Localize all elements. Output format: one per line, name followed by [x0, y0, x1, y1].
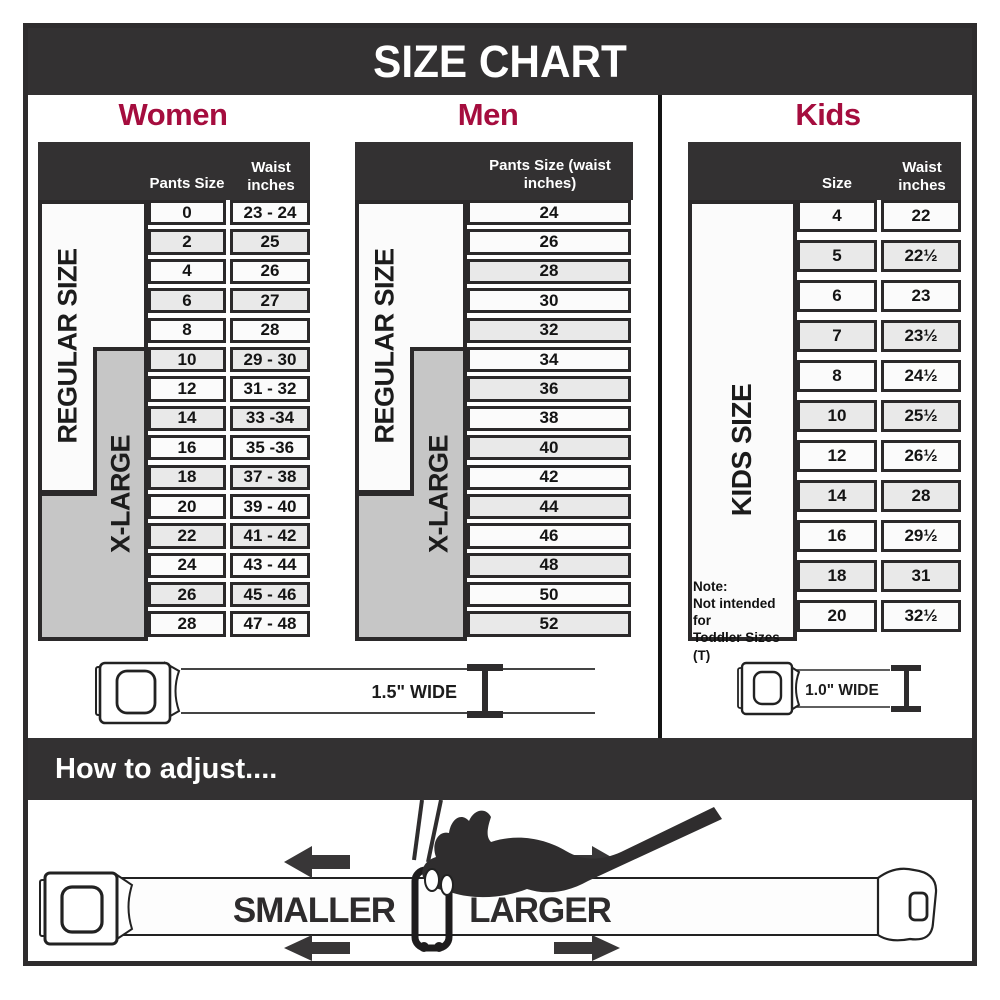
- buckle-button: [117, 671, 155, 713]
- table-cell: 32½: [881, 600, 961, 632]
- note-line: Note:: [693, 579, 728, 594]
- table-cell: 28: [230, 318, 310, 343]
- belt-end-hole: [910, 893, 927, 920]
- table-cell: 38: [467, 406, 631, 431]
- table-row: [467, 318, 633, 343]
- table-row: [797, 200, 961, 232]
- table-cell: 34: [467, 347, 631, 372]
- adult-belt-width-label: 1.5" WIDE: [371, 682, 457, 702]
- kids-belt-illustration: [730, 658, 930, 720]
- table-row: [148, 494, 310, 519]
- table-cell: 12: [148, 376, 226, 401]
- men-regular-label: REGULAR SIZE: [369, 248, 400, 444]
- table-cell: 45 - 46: [230, 582, 310, 607]
- toddler-note: [693, 578, 795, 664]
- table-row: [797, 400, 961, 432]
- table-cell: 28: [148, 611, 226, 636]
- table-cell: 46: [467, 523, 631, 548]
- table-cell: 20: [797, 600, 877, 632]
- table-row: [148, 435, 310, 460]
- table-cell: 12: [797, 440, 877, 472]
- table-cell: 31 - 32: [230, 376, 310, 401]
- table-cell: 32: [467, 318, 631, 343]
- table-cell: 2: [148, 229, 226, 254]
- table-cell: 23½: [881, 320, 961, 352]
- kids-col1-header: Size: [821, 175, 852, 193]
- table-row: [467, 376, 633, 401]
- table-cell: 0: [148, 200, 226, 225]
- adjuster-foot: [419, 942, 429, 952]
- adjust-heading: How to adjust....: [55, 752, 278, 785]
- women-table-header: [38, 142, 310, 200]
- table-row: [467, 229, 633, 254]
- table-row: [467, 259, 633, 284]
- table-cell: 33 -34: [230, 406, 310, 431]
- table-row: [467, 347, 633, 372]
- table-cell: 50: [467, 582, 631, 607]
- table-row: [467, 465, 633, 490]
- table-cell: 31: [881, 560, 961, 592]
- women-regular-label: REGULAR SIZE: [52, 248, 83, 444]
- section-divider: [658, 95, 662, 738]
- larger-arrow-bottom: [554, 935, 620, 961]
- table-cell: 4: [797, 200, 877, 232]
- table-cell: 8: [148, 318, 226, 343]
- table-cell: 18: [148, 465, 226, 490]
- table-row: [797, 320, 961, 352]
- women-col2-header: Waist inches: [247, 158, 295, 195]
- table-row: [148, 553, 310, 578]
- men-size-table: [355, 142, 633, 641]
- table-cell: 23 - 24: [230, 200, 310, 225]
- table-cell: 7: [797, 320, 877, 352]
- size-chart-sheet: [23, 23, 977, 966]
- table-row: [148, 288, 310, 313]
- note-line: Not intended for: [693, 596, 776, 629]
- table-cell: 8: [797, 360, 877, 392]
- kids-belt-width-label: 1.0" WIDE: [805, 682, 879, 699]
- table-row: [797, 520, 961, 552]
- table-cell: 52: [467, 611, 631, 636]
- table-row: [797, 480, 961, 512]
- table-cell: 24: [148, 553, 226, 578]
- fingertip: [425, 869, 439, 891]
- table-cell: 47 - 48: [230, 611, 310, 636]
- table-cell: 20: [148, 494, 226, 519]
- table-cell: 48: [467, 553, 631, 578]
- table-cell: 23: [881, 280, 961, 312]
- table-row: [797, 440, 961, 472]
- width-measure-bottom-cap: [891, 706, 921, 712]
- kids-size-label: KIDS SIZE: [726, 383, 757, 517]
- kids-size-table: [688, 142, 961, 663]
- note-line: Toddler Sizes (T): [693, 630, 780, 663]
- table-cell: 24: [467, 200, 631, 225]
- table-row: [797, 280, 961, 312]
- men-heading: Men: [457, 97, 519, 132]
- women-col1-header: Pants Size: [149, 175, 225, 193]
- adjust-bar: [28, 738, 972, 800]
- table-cell: 16: [148, 435, 226, 460]
- adjust-illustration-area: [28, 800, 972, 961]
- title-bar: [28, 28, 972, 95]
- table-row: [467, 288, 633, 313]
- table-row: [797, 360, 961, 392]
- kids-table-header: [688, 142, 961, 200]
- width-measure-bar: [482, 667, 488, 715]
- table-row: [467, 611, 633, 636]
- table-cell: 29 - 30: [230, 347, 310, 372]
- table-row: [148, 611, 310, 636]
- women-heading: Women: [118, 97, 228, 132]
- table-cell: 42: [467, 465, 631, 490]
- men-xlarge-label: X-LARGE: [423, 435, 454, 553]
- table-row: [467, 582, 633, 607]
- smaller-label: SMALLER: [232, 891, 396, 930]
- women-size-table: [38, 142, 310, 641]
- kids-heading: Kids: [795, 97, 861, 132]
- larger-label: LARGER: [469, 891, 611, 930]
- table-cell: 22½: [881, 240, 961, 272]
- table-cell: 14: [148, 406, 226, 431]
- table-cell: 26: [467, 229, 631, 254]
- adult-belt-illustration: [95, 655, 635, 730]
- table-row: [148, 318, 310, 343]
- table-cell: 39 - 40: [230, 494, 310, 519]
- table-cell: 25: [230, 229, 310, 254]
- table-row: [467, 200, 633, 225]
- page-title: SIZE CHART: [373, 35, 627, 87]
- table-cell: 6: [148, 288, 226, 313]
- table-cell: 25½: [881, 400, 961, 432]
- table-row: [148, 347, 310, 372]
- table-row: [797, 560, 961, 592]
- table-cell: 41 - 42: [230, 523, 310, 548]
- table-cell: 28: [467, 259, 631, 284]
- table-cell: 28: [881, 480, 961, 512]
- table-row: [467, 523, 633, 548]
- smaller-arrow-top: [284, 846, 350, 878]
- table-cell: 35 -36: [230, 435, 310, 460]
- fingertip: [441, 875, 453, 895]
- table-cell: 22: [148, 523, 226, 548]
- table-cell: 5: [797, 240, 877, 272]
- table-cell: 29½: [881, 520, 961, 552]
- table-cell: 26: [230, 259, 310, 284]
- width-measure-bottom-cap: [467, 711, 503, 718]
- tables-area: [28, 95, 972, 738]
- table-row: [148, 465, 310, 490]
- smaller-arrow-bottom: [284, 935, 350, 961]
- table-row: [467, 435, 633, 460]
- table-row: [148, 582, 310, 607]
- table-row: [148, 523, 310, 548]
- table-cell: 27: [230, 288, 310, 313]
- table-row: [467, 553, 633, 578]
- table-cell: 37 - 38: [230, 465, 310, 490]
- men-table-header: [355, 142, 633, 200]
- table-row: [148, 406, 310, 431]
- table-cell: 18: [797, 560, 877, 592]
- table-row: [797, 600, 961, 632]
- buckle-button: [754, 672, 781, 704]
- finger-line: [414, 800, 422, 860]
- table-cell: 43 - 44: [230, 553, 310, 578]
- table-cell: 10: [797, 400, 877, 432]
- buckle-button: [62, 887, 102, 932]
- table-cell: 22: [881, 200, 961, 232]
- table-cell: 36: [467, 376, 631, 401]
- kids-col2-header: Waist inches: [898, 158, 946, 195]
- table-row: [467, 494, 633, 519]
- women-xlarge-label: X-LARGE: [105, 435, 136, 553]
- width-measure-bar: [904, 668, 909, 709]
- table-row: [467, 406, 633, 431]
- table-cell: 14: [797, 480, 877, 512]
- men-col-header: Pants Size (waist inches): [489, 156, 611, 193]
- table-cell: 6: [797, 280, 877, 312]
- table-cell: 4: [148, 259, 226, 284]
- table-cell: 10: [148, 347, 226, 372]
- adjust-belt-illustration: [28, 800, 972, 961]
- table-row: [148, 200, 310, 225]
- table-row: [148, 376, 310, 401]
- table-cell: 26½: [881, 440, 961, 472]
- table-cell: 24½: [881, 360, 961, 392]
- width-measure-top-cap: [467, 664, 503, 671]
- table-cell: 44: [467, 494, 631, 519]
- table-row: [148, 229, 310, 254]
- table-cell: 26: [148, 582, 226, 607]
- table-cell: 30: [467, 288, 631, 313]
- table-row: [148, 259, 310, 284]
- table-cell: 16: [797, 520, 877, 552]
- adjuster-foot: [434, 942, 444, 952]
- table-row: [797, 240, 961, 272]
- width-measure-top-cap: [891, 665, 921, 671]
- table-cell: 40: [467, 435, 631, 460]
